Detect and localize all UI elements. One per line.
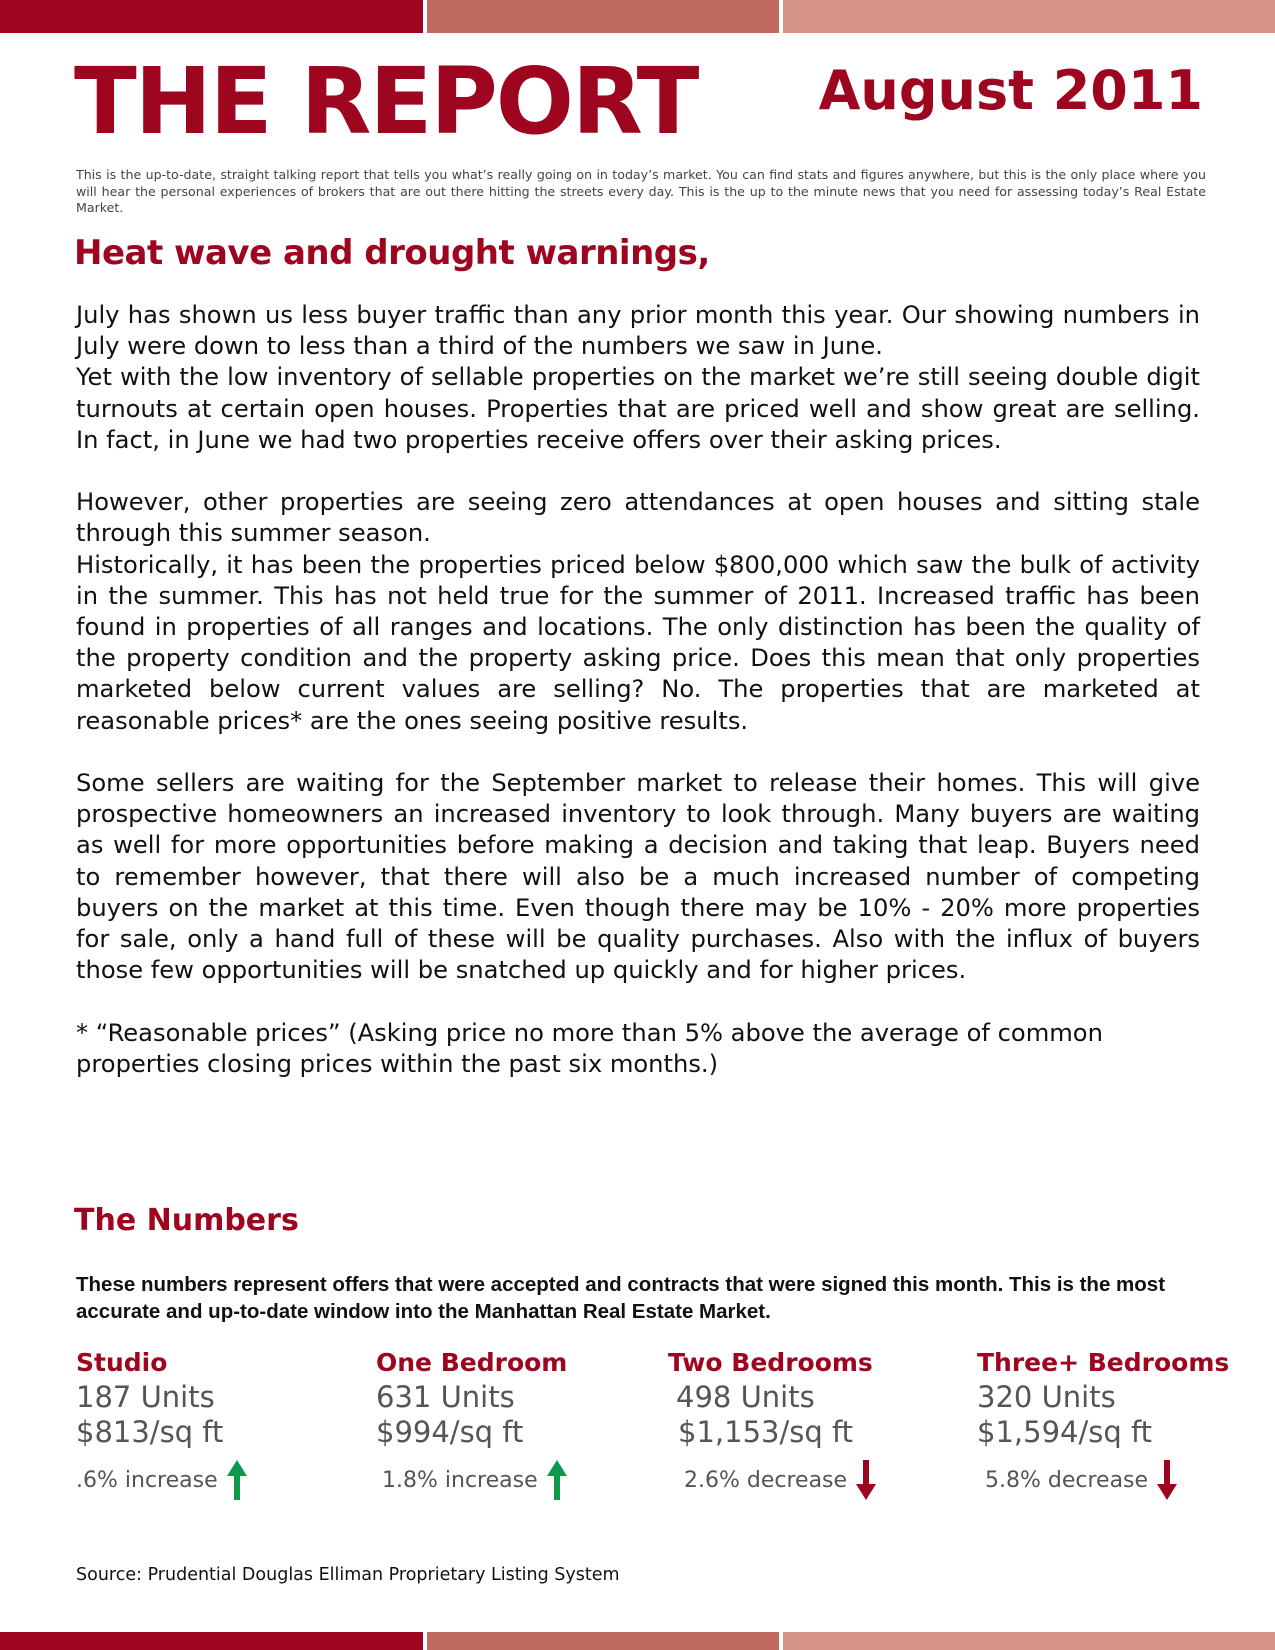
numbers-heading: The Numbers (74, 1203, 299, 1238)
stat-price: $1,594/sq ft (977, 1415, 1153, 1449)
stat-name: Two Bedrooms (668, 1348, 873, 1377)
stat-change: 5.8% decrease (985, 1467, 1149, 1493)
source-note: Source: Prudential Douglas Elliman Proprietary Listing System (76, 1565, 620, 1585)
band-segment-light (783, 0, 1275, 33)
bottom-color-band (0, 1632, 1275, 1650)
stat-price: $813/sq ft (76, 1415, 224, 1449)
paragraph: Historically, it has been the properties priced below $800,000 which saw the bulk of activity in the summer. This has not held true for the summer of 2011. Increased traffic has been found in properties of all ranges and locations. The only distinction has been the quality of the property condition and the property asking price. Does this mean that only properties marketed below current values are selling? No. The properties that are marketed at reasonable prices* are the ones seeing positive results. (76, 550, 1200, 735)
stat-change: 1.8% increase (382, 1467, 538, 1493)
intro-text: This is the up-to-date, straight talking report that tells you what’s really going on in today’s market. You can find stats and figures anywhere, but this is the only place where you will hear the personal experiences of brokers that are out there hitting the streets every day. This is the up to the minute news that you need for assessing today’s Real Estate Market. (76, 167, 1206, 215)
stat-two-bedrooms (668, 1346, 877, 1500)
stat-units: 320 Units (977, 1380, 1116, 1414)
band-segment-dark (0, 1632, 423, 1650)
stat-change: 2.6% decrease (684, 1467, 848, 1493)
stat-price: $994/sq ft (376, 1415, 524, 1449)
stat-name: Three+ Bedrooms (977, 1348, 1230, 1377)
stat-change: .6% increase (76, 1467, 218, 1493)
stat-one-bedroom (376, 1346, 568, 1500)
paragraph: However, other properties are seeing zero attendances at open houses and sitting stale through this summer season. (76, 488, 1200, 548)
stat-units: 631 Units (376, 1380, 515, 1414)
band-segment-light (783, 1632, 1275, 1650)
arrow-up-icon (226, 1460, 248, 1500)
stat-name: Studio (76, 1348, 168, 1377)
paragraph: Yet with the low inventory of sellable properties on the market we’re still seeing double digit turnouts at certain open houses. Properties that are priced well and show great are selling. In fact, in June we had two properties receive offers over their asking prices. (76, 363, 1200, 454)
arrow-down-icon (855, 1460, 877, 1500)
top-color-band (0, 0, 1275, 33)
stat-units: 187 Units (76, 1380, 215, 1414)
band-segment-mid (427, 1632, 779, 1650)
paragraph: July has shown us less buyer traffic than any prior month this year. Our showing numbers in July were down to less than a third of the numbers we saw in June. (76, 301, 1200, 361)
band-segment-dark (0, 0, 423, 33)
footnote: * “Reasonable prices” (Asking price no more than 5% above the average of common properties closing prices within the past six months.) (76, 1018, 1103, 1078)
stat-units: 498 Units (676, 1380, 815, 1414)
stat-price: $1,153/sq ft (678, 1415, 854, 1449)
stat-studio (76, 1346, 248, 1500)
stat-name: One Bedroom (376, 1348, 568, 1377)
numbers-description: These numbers represent offers that were accepted and contracts that were signed this month. This is the most accurate and up-to-date window into the Manhattan Real Estate Market. (76, 1273, 1166, 1323)
band-segment-mid (427, 0, 779, 33)
article-body (76, 300, 1200, 1080)
arrow-up-icon (546, 1460, 568, 1500)
paragraph: Some sellers are waiting for the September market to release their homes. This will give prospective homeowners an increased inventory to look through. Many buyers are waiting as well for more opportunities before making a decision and taking that leap. Buyers need to remember however, that there will also be a much increased number of competing buyers on the market at this time. Even though there may be 10% - 20% more properties for sale, only a hand full of these will be quality purchases. Also with the influx of buyers those few opportunities will be snatched up quickly and for higher prices. (76, 769, 1200, 985)
report-title: THE REPORT (74, 48, 698, 155)
arrow-down-icon (1156, 1460, 1178, 1500)
report-date: August 2011 (818, 59, 1203, 122)
stat-three-plus-bedrooms (977, 1346, 1229, 1500)
article-heading: Heat wave and drought warnings, (74, 233, 710, 273)
